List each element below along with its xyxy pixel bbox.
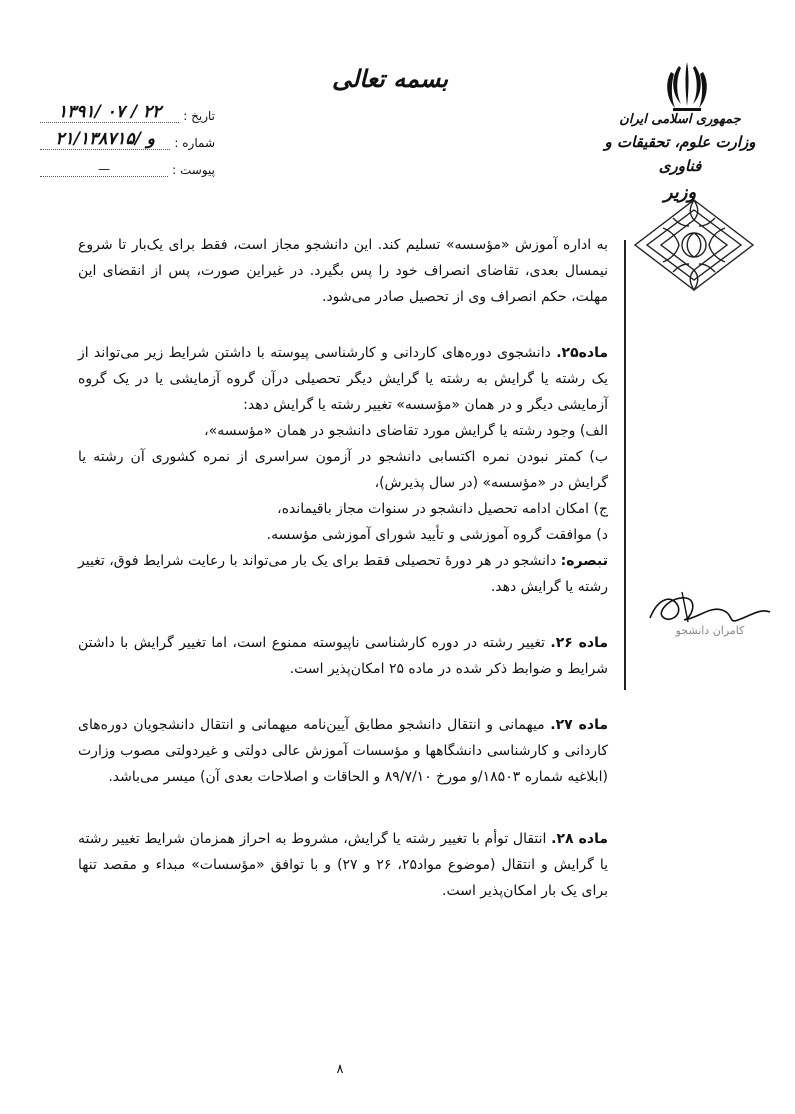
page-number: ۸ (336, 1062, 344, 1077)
intro-paragraph (78, 232, 608, 310)
article-25-item-a: الف) وجود رشته یا گرایش مورد تقاضای دانشجو در همان «مؤسسه»، (204, 423, 608, 439)
letter-meta (40, 96, 215, 177)
article-25-item-d: د) موافقت گروه آموزشی و تأیید شورای آموزشی مؤسسه. (266, 527, 608, 543)
article-27-text: میهمانی و انتقال دانشجو مطابق آیین‌نامه میهمانی و انتقال دانشجویان دوره‌های کاردانی و کارشناسی دانشگاهها و مؤسسات آموزش عالی دولتی و غیردولتی مصوب وزارت (ابلاغیه شماره ۱۸۵۰۳/و مورخ ۸۹/۷/۱۰ و الحاقات و اصلاحات بعدی آن) میسر می‌باشد. (78, 717, 608, 785)
note-text: دانشجو در هر دورۀ تحصیلی فقط برای یک بار می‌تواند با رعایت شرایط فوق، تغییر رشته یا گرایش دهد. (78, 553, 608, 595)
article-25-item-b: ب) کمتر نبودن نمره اکتسابی دانشجو در آزمون سراسری از نمره کشوری آن رشته یا گرایش در «مؤسسه» (در سال پذیرش)، (78, 449, 608, 491)
org-minister: وزیر (663, 182, 697, 203)
margin-rule (624, 240, 626, 690)
iran-emblem-icon (663, 58, 711, 114)
article-28-text: انتقال توأم با تغییر رشته یا گرایش، مشروط به احراز همزمان شرایط تغییر رشته یا گرایش و انتقال (موضوع مواد۲۵، ۲۶ و ۲۷) و با توافق «مؤسسات» مبداء و مقصد تنها برای یک بار امکان‌پذیر است. (78, 831, 608, 899)
article-25-title: ماده۲۵. (556, 345, 608, 361)
date-label: تاریخ : (183, 109, 215, 123)
article-25-item-c: ج) امکان ادامه تحصیل دانشجو در سنوات مجاز باقیمانده، (277, 501, 608, 517)
org-ministry: وزارت علوم، تحقیقات و فناوری (604, 133, 756, 175)
ornament-icon (633, 198, 755, 292)
article-25-text: دانشجوی دوره‌های کاردانی و کارشناسی پیوسته با داشتن شرایط زیر می‌تواند از یک رشته یا گرایش به رشته یا گرایش دیگر تحصیلی درآن گروه آزمایشی یا در یک گروه آزمایشی دیگر و در همان «مؤسسه» تغییر رشته یا گرایش دهد: (78, 345, 608, 413)
article-27-title: ماده ۲۷. (550, 717, 609, 733)
article-28-title: ماده ۲۸. (551, 831, 609, 847)
attachment-value: — (40, 162, 168, 177)
ministry-header (600, 110, 760, 208)
article-27 (78, 712, 608, 790)
article-25 (78, 340, 608, 600)
note-title: تبصره: (560, 553, 608, 569)
intro-text: به اداره آموزش «مؤسسه» تسلیم کند. این دانشجو مجاز است، فقط برای یک‌بار تا شروع نیمسال بعدی، تقاضای انصراف خود را پس بگیرد. در غیراین صورت، پس از انقضای این مهلت، حکم انصراف وی از تحصیل صادر می‌شود. (78, 237, 608, 305)
attachment-row (40, 150, 215, 177)
article-26 (78, 630, 608, 682)
signature-stamp-text: کامران دانشجو (675, 624, 745, 637)
date-value: ۱۳۹۱/ ۰۷ / ۲۲ (40, 102, 179, 123)
date-row (40, 96, 215, 123)
article-28 (78, 826, 608, 904)
number-row (40, 123, 215, 150)
attachment-label: پیوست : (172, 163, 215, 177)
bismillah-heading: بسمه تعالی (331, 64, 449, 93)
article-26-text: تغییر رشته در دوره کارشناسی ناپیوسته ممنوع است، اما تغییر گرایش با داشتن شرایط و ضوابط ذکر شده در ماده ۲۵ امکان‌پذیر است. (78, 635, 608, 677)
number-label: شماره : (174, 136, 215, 150)
org-country: جمهوری اسلامی ایران (619, 112, 741, 127)
article-26-title: ماده ۲۶. (550, 635, 608, 651)
number-value: ۲۱/۱۳۸۷۱۵/ و (40, 129, 170, 150)
